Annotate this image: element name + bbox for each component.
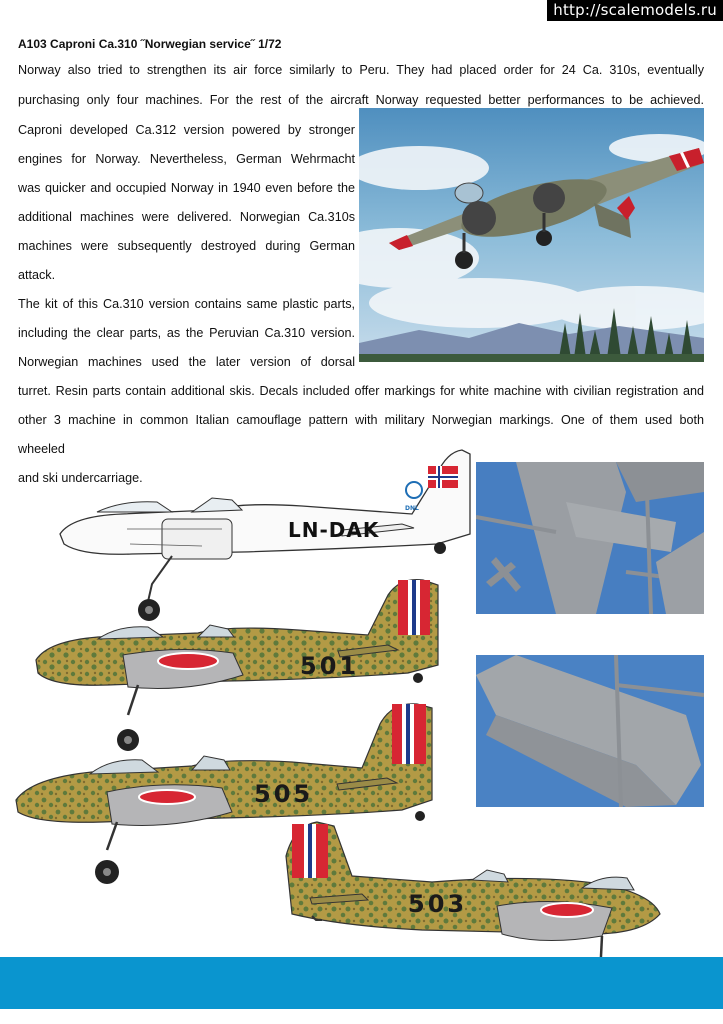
kit-sprue-photo-2 [476, 655, 704, 807]
box-art-painting [359, 108, 704, 362]
left-line-1: Caproni developed Ca.312 version powered by stronger [18, 123, 355, 137]
kit-sprue-photo-1 [476, 462, 704, 614]
bottom-color-band [0, 957, 723, 1009]
full-line-4: and ski undercarriage. [18, 471, 143, 485]
left-line-4: additional machines were delivered. Norwegian Ca.310s [18, 210, 355, 224]
left-line-2: engines for Norway. Nevertheless, German Wehrmacht [18, 152, 355, 166]
full-line-2: other 3 machine in common Italian camouflage pattern with military Norwegian markings. One of them used both [18, 413, 704, 427]
left-line-9: Norwegian machines used the later version of dorsal [18, 355, 355, 369]
civil-registration: LN-DAK [288, 518, 380, 542]
airline-text: DNL [405, 505, 419, 512]
code-505: 505 [254, 780, 314, 808]
code-503: 503 [408, 890, 468, 918]
page-title: A103 Caproni Ca.310 ˝Norwegian service˝ 1/72 [18, 37, 282, 51]
full-line-3: wheeled [18, 442, 65, 456]
bottom-margin [0, 1009, 723, 1024]
watermark[interactable]: http://scalemodels.ru [547, 0, 723, 21]
intro-line-1: Norway also tried to strengthen its air force similarly to Peru. They had placed order for 24 Ca. 310s, eventually [18, 63, 704, 77]
intro-line-2: purchasing only four machines. For the rest of the aircraft Norway requested better performances to be achieved. [18, 93, 704, 107]
left-line-6: attack. [18, 268, 56, 282]
left-line-7: The kit of this Ca.310 version contains same plastic parts, [18, 297, 355, 311]
code-501: 501 [300, 652, 360, 680]
left-line-5: machines were subsequently destroyed during German [18, 239, 355, 253]
left-line-8: including the clear parts, as the Peruvian Ca.310 version. [18, 326, 355, 340]
full-line-1: turret. Resin parts contain additional skis. Decals included offer markings for white machine with civilian registration and [18, 384, 704, 398]
left-line-3: was quicker and occupied Norway in 1940 even before the [18, 181, 355, 195]
